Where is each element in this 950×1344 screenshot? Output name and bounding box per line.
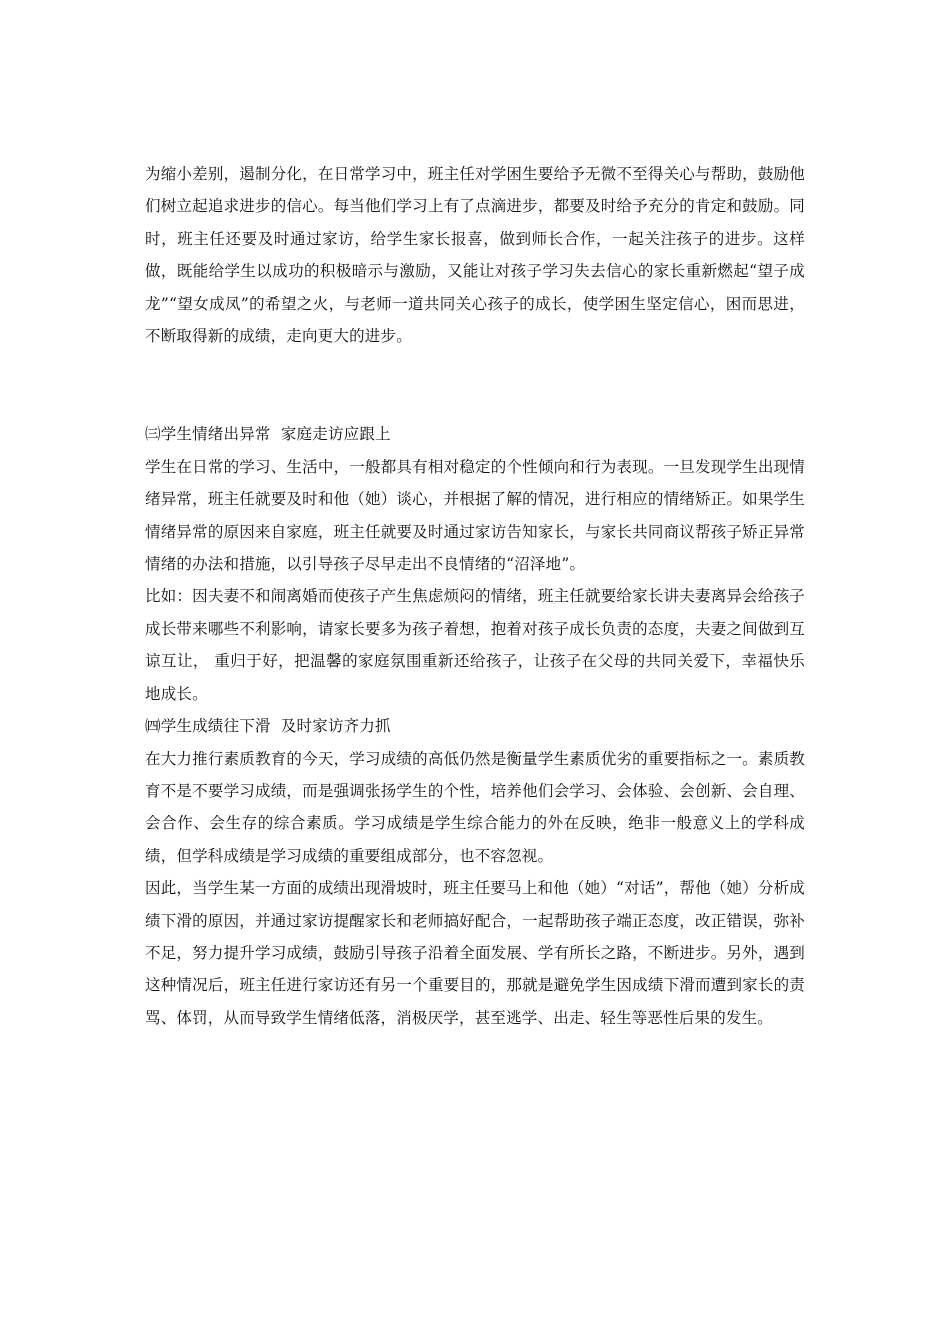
paragraph-divorce-example: 比如：因夫妻不和闹离婚而使孩子产生焦虑烦闷的情绪，班主任就要给家长讲夫妻离异会给孩子成长带来哪些不利影响，请家长要多为孩子着想，抱着对孩子成长负责的态度，夫妻之间做到互谅互让， 重归于好，把温馨的家庭氛围重新还给孩子，让孩子在父母的共同关爱下，幸福快乐地成长。 (145, 587, 805, 703)
section-heading-grades-declining: ㈣学生成绩往下滑 及时家访齐力抓 (145, 717, 391, 736)
paragraph-quality-education: 在大力推行素质教育的今天，学习成绩的高低仍然是衡量学生素质优劣的重要指标之一。素质教育不是不要学习成绩，而是强调张扬学生的个性，培养他们会学习、会体验、会创新、会自理、会合作、会生存的综合素质。学习成绩是学生综合能力的外在反映，绝非一般意义上的学科成绩，但学科成绩是学习成绩的重要组成部分，也不容忽视。 (145, 749, 805, 865)
section-spacer (145, 352, 805, 418)
paragraph-encourage-struggling-students: 为缩小差别，遏制分化，在日常学习中，班主任对学困生要给予无微不至得关心与帮助，鼓励他们树立起追求进步的信心。每当他们学习上有了点滴进步，都要及时给予充分的肯定和鼓励。同时，班主任还要及时通过家访，给学生家长报喜，做到师长合作，一起关注孩子的进步。这样做，既能给学生以成功的积极暗示与激励，又能让对孩子学习失去信心的家长重新燃起“望子成龙”“望女成凤”的希望之火，与老师一道共同关心孩子的成长，使学困生坚定信心，困而思进，不断取得新的成绩，走向更大的进步。 (145, 165, 805, 346)
paragraph-emotional-correction: 学生在日常的学习、生活中，一般都具有相对稳定的个性倾向和行为表现。一旦发现学生出现情绪异常，班主任就要及时和他（她）谈心，并根据了解的情况，进行相应的情绪矫正。如果学生情绪异常的原因来自家庭，班主任就要及时通过家访告知家长，与家长共同商议帮孩子矫正异常情绪的办法和措施，以引导孩子尽早走出不良情绪的“沼泽地”。 (145, 457, 805, 574)
document-body (145, 158, 805, 1034)
paragraph-home-visit-purpose: 因此，当学生某一方面的成绩出现滑坡时，班主任要马上和他（她）“对话”，帮他（她）分析成绩下滑的原因，并通过家访提醒家长和老师搞好配合，一起帮助孩子端正态度，改正错误，弥补不足，努力提升学习成绩，鼓励引导孩子沿着全面发展、学有所长之路，不断进步。另外，遇到这种情况后，班主任进行家访还有另一个重要目的，那就是避免学生因成绩下滑而遭到家长的责骂、体罚，从而导致学生情绪低落，消极厌学，甚至逃学、出走、轻生等恶性后果的发生。 (145, 879, 805, 1027)
section-heading-emotional-abnormality: ㈢学生情绪出异常 家庭走访应跟上 (145, 425, 391, 444)
